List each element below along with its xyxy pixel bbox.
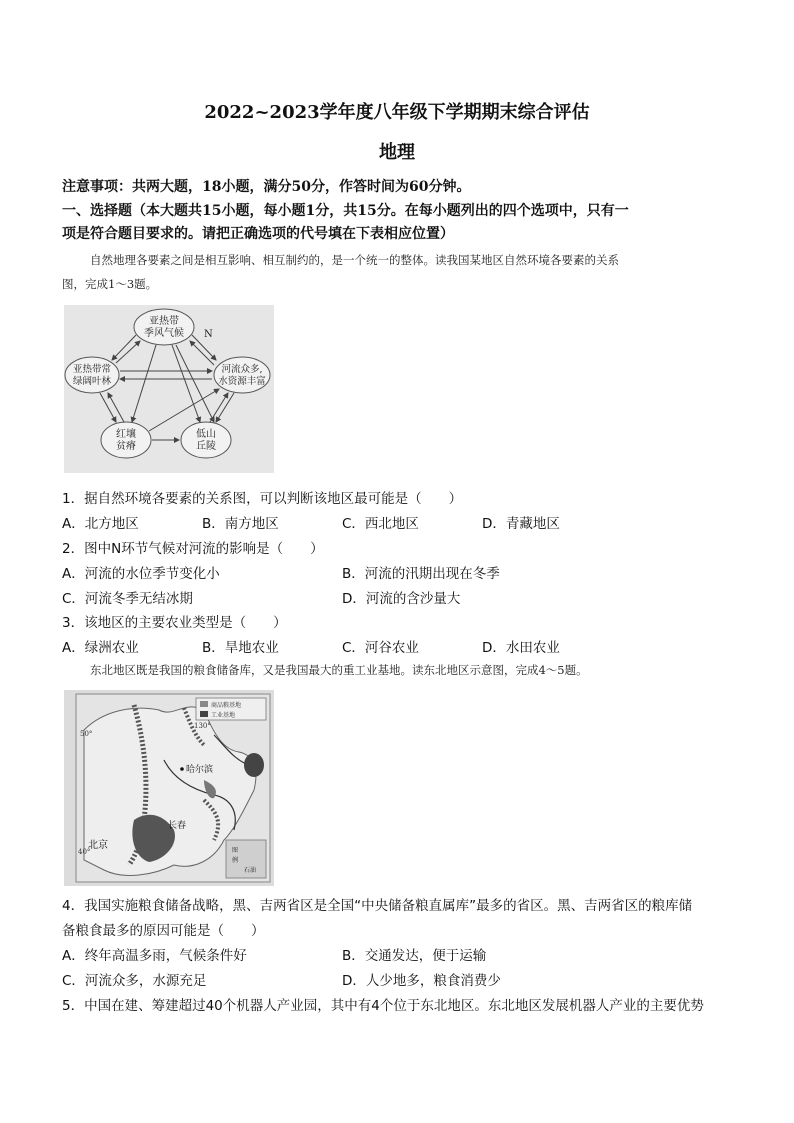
q3-option-a[interactable]: A．绿洲农业 xyxy=(62,640,139,656)
q2-option-b[interactable]: B．河流的汛期出现在冬季 xyxy=(342,566,500,582)
svg-text:低山: 低山 xyxy=(196,429,216,440)
lat-40: 40° xyxy=(78,848,91,856)
node-climate xyxy=(134,309,194,345)
q1-option-c[interactable]: C．西北地区 xyxy=(342,516,419,532)
svg-text:季风气候: 季风气候 xyxy=(144,328,184,339)
question-1-stem: 1．据自然环境各要素的关系图，可以判断该地区最可能是（ ） xyxy=(62,491,463,507)
svg-text:石油: 石油 xyxy=(244,867,257,874)
q4-option-a[interactable]: A．终年高温多雨，气候条件好 xyxy=(62,948,247,964)
northeast-map xyxy=(64,690,274,886)
svg-text:水资源丰富: 水资源丰富 xyxy=(218,376,266,387)
q4-option-d[interactable]: D．人少地多，粮食消费少 xyxy=(342,973,501,989)
exam-title: 2022~2023学年度八年级下学期期末综合评估 xyxy=(204,102,590,123)
q3-option-c[interactable]: C．河谷农业 xyxy=(342,640,419,656)
lon-130: 130° xyxy=(194,722,211,730)
svg-text:亚热带常: 亚热带常 xyxy=(72,364,112,375)
lake xyxy=(244,753,264,777)
q1-option-a[interactable]: A．北方地区 xyxy=(62,516,139,532)
svg-text:绿阔叶林: 绿阔叶林 xyxy=(72,376,112,387)
q2-option-c[interactable]: C．河流冬季无结冰期 xyxy=(62,591,193,607)
notice: 注意事项：共两大题，18小题，满分50分，作答时间为60分钟。 xyxy=(62,179,471,195)
q3-option-b[interactable]: B．旱地农业 xyxy=(202,640,279,656)
intro-1-line1: 自然地理各要素之间是相互影响、相互制约的，是一个统一的整体。读我国某地区自然环境各要素的关系 xyxy=(90,253,619,267)
city-beijing: 北京 xyxy=(88,840,108,851)
section-heading-line2: 项是符合题目要求的。请把正确选项的代号填在下表相应位置） xyxy=(62,226,454,242)
node-terrain xyxy=(181,422,231,458)
q4-option-c[interactable]: C．河流众多，水源充足 xyxy=(62,973,207,989)
svg-text:红壤: 红壤 xyxy=(116,429,136,440)
q2-option-d[interactable]: D．河流的含沙量大 xyxy=(342,591,461,607)
node-rivers xyxy=(214,357,270,393)
node-soil xyxy=(101,422,151,458)
q3-option-d[interactable]: D．水田农业 xyxy=(482,640,560,656)
q4-option-b[interactable]: B．交通发达，便于运输 xyxy=(342,948,487,964)
harbin-dot xyxy=(180,767,184,771)
question-3-stem: 3．该地区的主要农业类型是（ ） xyxy=(62,615,287,631)
city-changchun: 长春 xyxy=(168,821,187,831)
svg-text:亚热带: 亚热带 xyxy=(149,316,179,327)
q1-option-d[interactable]: D．青藏地区 xyxy=(482,516,560,532)
section-heading-line1: 一、选择题（本大题共15小题，每小题1分，共15分。在每小题列出的四个选项中，只有一 xyxy=(62,203,629,219)
svg-text:丘陵: 丘陵 xyxy=(196,441,216,452)
svg-text:贫瘠: 贫瘠 xyxy=(116,441,136,452)
lat-50: 50° xyxy=(80,730,93,738)
svg-text:例: 例 xyxy=(232,857,239,864)
q1-option-b[interactable]: B．南方地区 xyxy=(202,516,279,532)
relationship-diagram xyxy=(64,305,274,473)
q2-option-a[interactable]: A．河流的水位季节变化小 xyxy=(62,566,220,582)
label-n: N xyxy=(204,329,213,340)
legend-industry: 工业基地 xyxy=(211,712,236,719)
question-5-line1: 5．中国在建、筹建超过40个机器人产业园，其中有4个位于东北地区。东北地区发展机器人产业的主要优势 xyxy=(62,998,704,1014)
legend-swatch-grain xyxy=(200,701,208,707)
intro-2: 东北地区既是我国的粮食储备库，又是我国最大的重工业基地。读东北地区示意图，完成4～5题。 xyxy=(90,663,588,677)
svg-text:河流众多,: 河流众多, xyxy=(221,364,263,375)
city-harbin: 哈尔滨 xyxy=(186,765,214,775)
question-4-line1: 4．我国实施粮食储备战略，黑、吉两省区是全国“中央储备粮直属库”最多的省区。黑、吉两省区的粮库储 xyxy=(62,898,693,914)
legend-grain: 商品粮基地 xyxy=(211,702,242,709)
svg-text:图: 图 xyxy=(232,847,239,854)
intro-1-line2: 图，完成1～3题。 xyxy=(62,277,158,291)
legend-swatch-industry xyxy=(200,711,208,717)
subject-title: 地理 xyxy=(379,142,415,163)
question-4-line2: 备粮食最多的原因可能是（ ） xyxy=(62,923,265,939)
node-forest xyxy=(65,357,119,393)
question-2-stem: 2．图中N环节气候对河流的影响是（ ） xyxy=(62,541,324,557)
